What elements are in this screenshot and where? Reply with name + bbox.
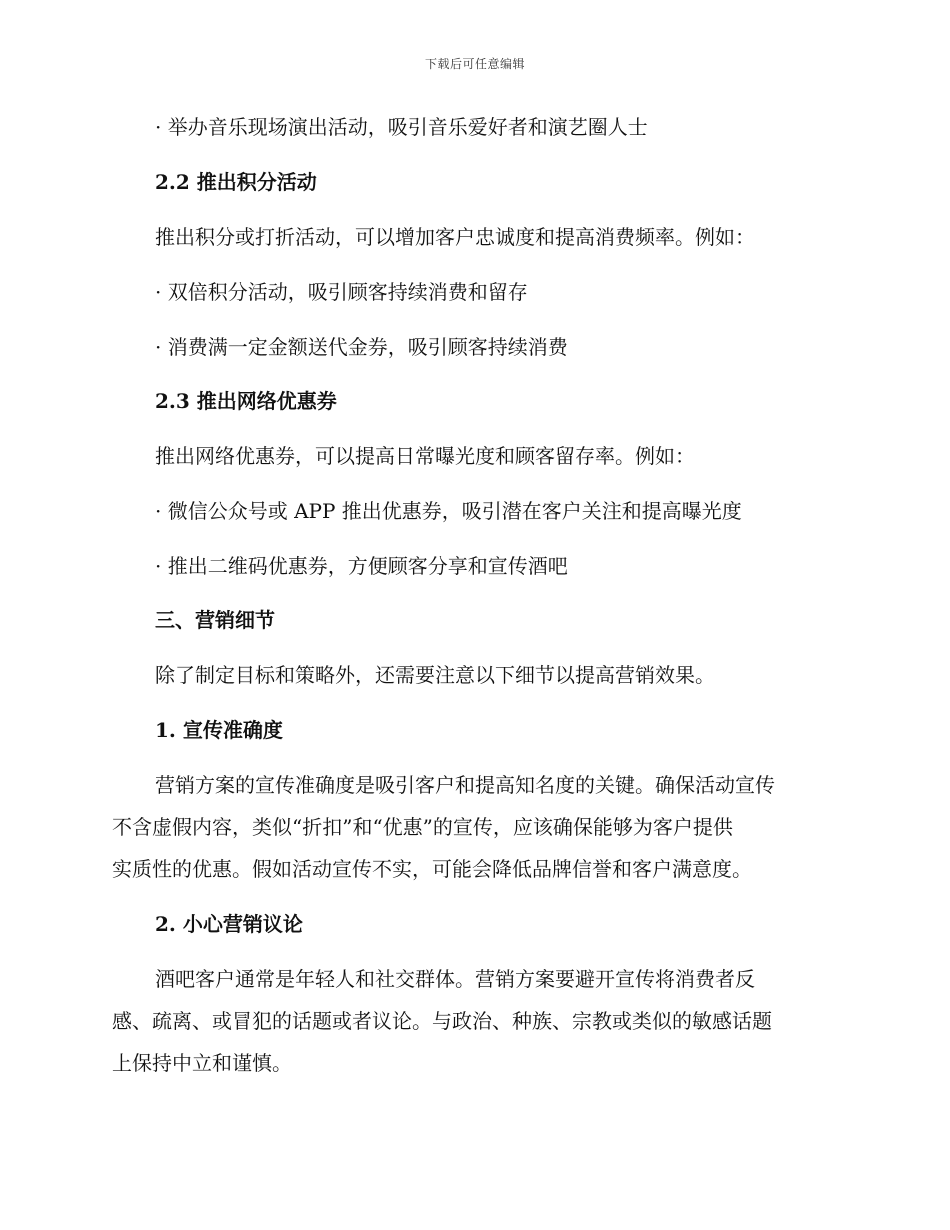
- heading-section-3: 三、营销细节: [155, 608, 275, 632]
- paragraph-accuracy-line-1: 营销方案的宣传准确度是吸引客户和提高知名度的关键。确保活动宣传: [155, 773, 775, 797]
- bullet-voucher: · 消费满一定金额送代金券，吸引顾客持续消费: [155, 335, 568, 359]
- heading-2-3: 2.3 推出网络优惠券: [155, 389, 337, 413]
- paragraph-accuracy-line-2: 不含虚假内容，类似“折扣”和“优惠”的宣传，应该确保能够为客户提供: [112, 815, 733, 839]
- bullet-double-points: · 双倍积分活动，吸引顾客持续消费和留存: [155, 280, 528, 304]
- paragraph-careful-line-1: 酒吧客户通常是年轻人和社交群体。营销方案要避开宣传将消费者反: [155, 967, 755, 991]
- paragraph-careful-line-2: 感、疏离、或冒犯的话题或者议论。与政治、种族、宗教或类似的敏感话题: [112, 1009, 772, 1033]
- bullet-music-event: · 举办音乐现场演出活动，吸引音乐爱好者和演艺圈人士: [155, 115, 648, 139]
- heading-2-2: 2.2 推出积分活动: [155, 170, 317, 194]
- page-header: 下载后可任意编辑: [424, 57, 525, 71]
- bullet-wechat-app: · 微信公众号或 APP 推出优惠券，吸引潜在客户关注和提高曝光度: [155, 499, 742, 523]
- heading-2: 2. 小心营销议论: [155, 912, 303, 936]
- paragraph-careful-line-3: 上保持中立和谨慎。: [112, 1051, 292, 1075]
- paragraph-coupon-intro: 推出网络优惠券，可以提高日常曝光度和顾客留存率。例如：: [155, 444, 695, 468]
- bullet-qrcode: · 推出二维码优惠券，方便顾客分享和宣传酒吧: [155, 554, 568, 578]
- paragraph-accuracy-line-3: 实质性的优惠。假如活动宣传不实，可能会降低品牌信誉和客户满意度。: [112, 857, 752, 881]
- paragraph-section-3-intro: 除了制定目标和策略外，还需要注意以下细节以提高营销效果。: [155, 663, 715, 687]
- heading-1: 1. 宣传准确度: [155, 718, 283, 742]
- paragraph-points-intro: 推出积分或打折活动，可以增加客户忠诚度和提高消费频率。例如：: [155, 225, 755, 249]
